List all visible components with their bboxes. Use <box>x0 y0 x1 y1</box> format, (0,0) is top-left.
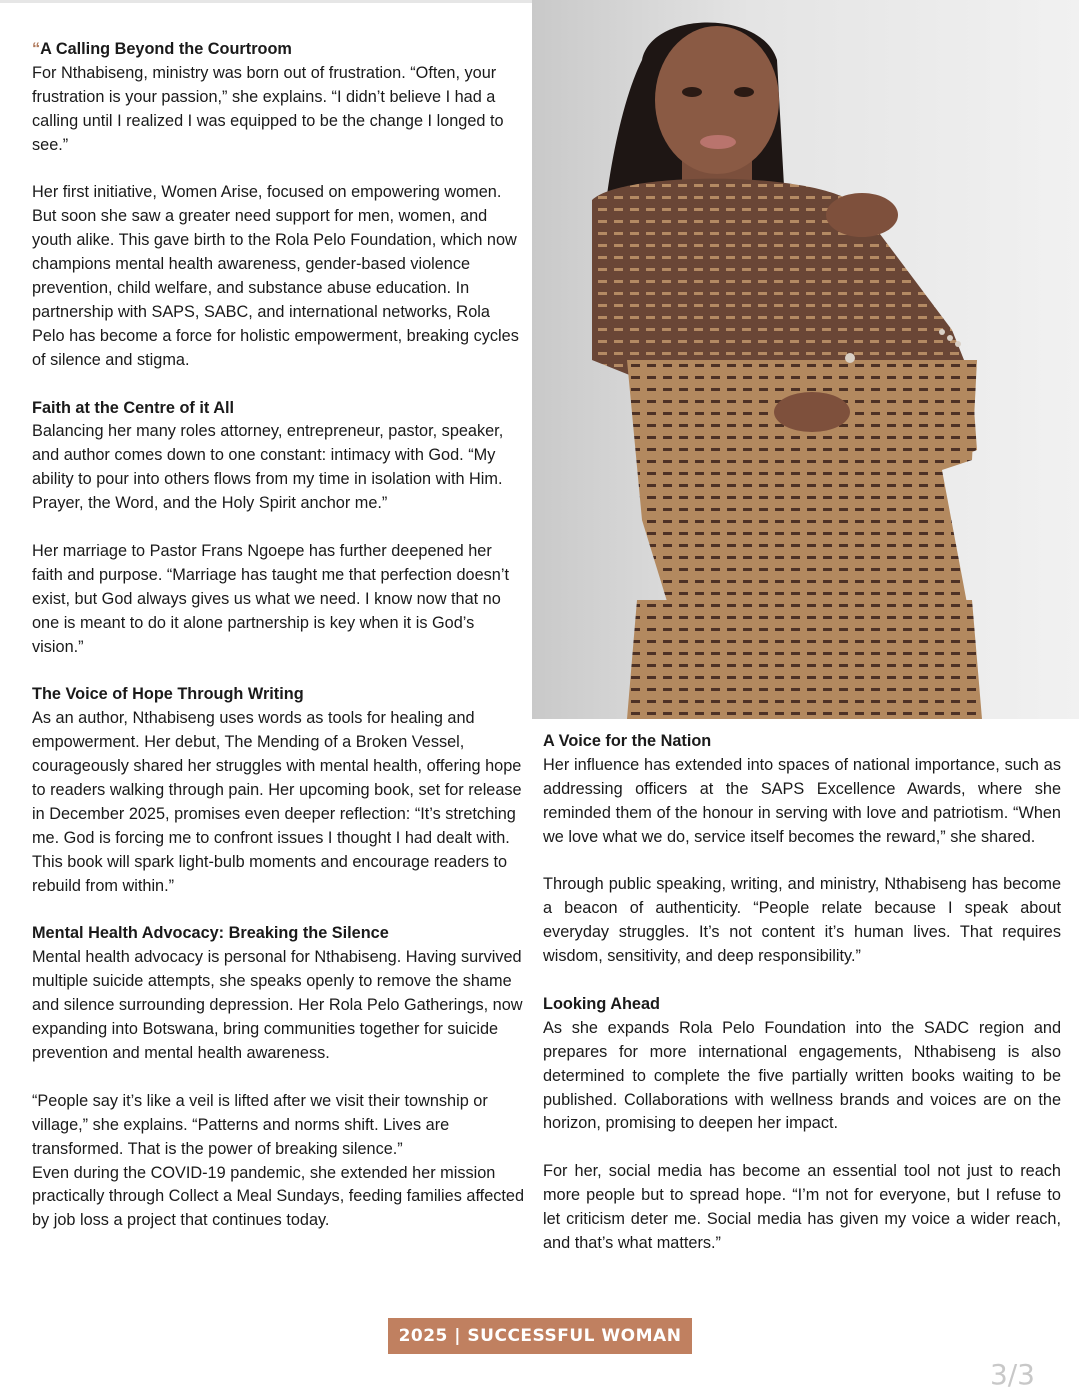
heading-faith: Faith at the Centre of it All <box>32 398 235 417</box>
opening-quote-mark: “ <box>32 40 41 58</box>
heading-voice-for-nation: A Voice for the Nation <box>543 732 712 750</box>
paragraph: For Nthabiseng, ministry was born out of frustration. “Often, your frustration is your passion,” she explains. “I didn’t believe I had a calling until I realized I was equipped to be the change I longed to see.” <box>32 63 504 154</box>
portrait-photo <box>532 0 1079 719</box>
paragraph: As she expands Rola Pelo Foundation into the SADC region and prepares for more international engagements, Nthabiseng is also determined to complete the five partially written books waiting to be published. Collaborations with wellness brands and voices are on the horizon, promising to deepen her impact. <box>543 1018 1061 1133</box>
paragraph: “People say it’s like a veil is lifted after we visit their township or village,” she explains. “Patterns and norms shift. Lives are transformed. That is the power of breaking silence.” <box>32 1091 488 1158</box>
paragraph: Even during the COVID-19 pandemic, she extended her mission practically through Collect a Meal Sundays, feeding families affected by job loss a project that continues today. <box>32 1163 525 1230</box>
heading-voice-of-hope: The Voice of Hope Through Writing <box>32 685 304 704</box>
paragraph: As an author, Nthabiseng uses words as tools for healing and empowerment. Her debut, The Mending of a Broken Vessel, courageously shared her struggles with mental health, offering hope to readers walking through pain. Her upcoming book, set for release in December 2025, promises even deeper reflection: “It’s stretching me. God is forcing me to confront issues I thought I had dealt with. This book will spark light-bulb moments and encourage readers to rebuild from within.” <box>32 709 522 895</box>
right-column <box>543 730 1061 1256</box>
paragraph: For her, social media has become an essential tool not just to reach more people but to spread hope. “I’m not for everyone, but I refuse to let criticism deter me. Social media has given my voice a wider reach, and that’s what matters.” <box>543 1162 1061 1252</box>
paragraph: Balancing her many roles attorney, entrepreneur, pastor, speaker, and author comes down to one constant: intimacy with God. “My ability to pour into others flows from my time in isolation with Him. Prayer, the Word, and the Holy Spirit anchor me.” <box>32 422 504 513</box>
paragraph: Her marriage to Pastor Frans Ngoepe has further deepened her faith and purpose. “Marriage has taught me that perfection doesn’t exist, but God always gives us what we need. I know now that no one is meant to do it alone partnership is key when it is God’s vision.” <box>32 541 509 656</box>
paragraph: Her influence has extended into spaces of national importance, such as addressing officers at the SAPS Excellence Awards, where she reminded them of the honour in serving with love and patriotism. “When we love what we do, service itself becomes the reward,” she shared. <box>543 755 1061 846</box>
paragraph: Her first initiative, Women Arise, focused on empowering women. But soon she saw a greater need support for men, women, and youth alike. This gave birth to the Rola Pelo Foundation, which now champions mental health awareness, gender-based violence prevention, child welfare, and substance abuse education. In partnership with SAPS, SABC, and international networks, Rola Pelo has become a force for holistic empowerment, breaking cycles of silence and stigma. <box>32 183 519 369</box>
paragraph: Mental health advocacy is personal for Nthabiseng. Having survived multiple suicide attempts, she speaks openly to remove the shame and silence surrounding depression. Her Rola Pelo Gatherings, now expanding into Botswana, bring communities together for suicide prevention and mental health awareness. <box>32 948 523 1062</box>
heading-mental-health: Mental Health Advocacy: Breaking the Silence <box>32 924 389 943</box>
left-column <box>32 38 526 1233</box>
heading-calling <box>32 38 526 62</box>
page-number: 3/3 <box>989 1358 1035 1391</box>
heading-calling-text: A Calling Beyond the Courtroom <box>40 40 292 58</box>
paragraph: Through public speaking, writing, and ministry, Nthabiseng has become a beacon of authenticity. “People relate because I speak about everyday struggles. It’s not content it’s human lives. That requires wisdom, sensitivity, and deep responsibility.” <box>543 875 1061 966</box>
footer-badge: 2025 | SUCCESSFUL WOMAN <box>388 1318 692 1354</box>
heading-looking-ahead: Looking Ahead <box>543 994 660 1013</box>
portrait-illustration <box>532 0 1079 719</box>
